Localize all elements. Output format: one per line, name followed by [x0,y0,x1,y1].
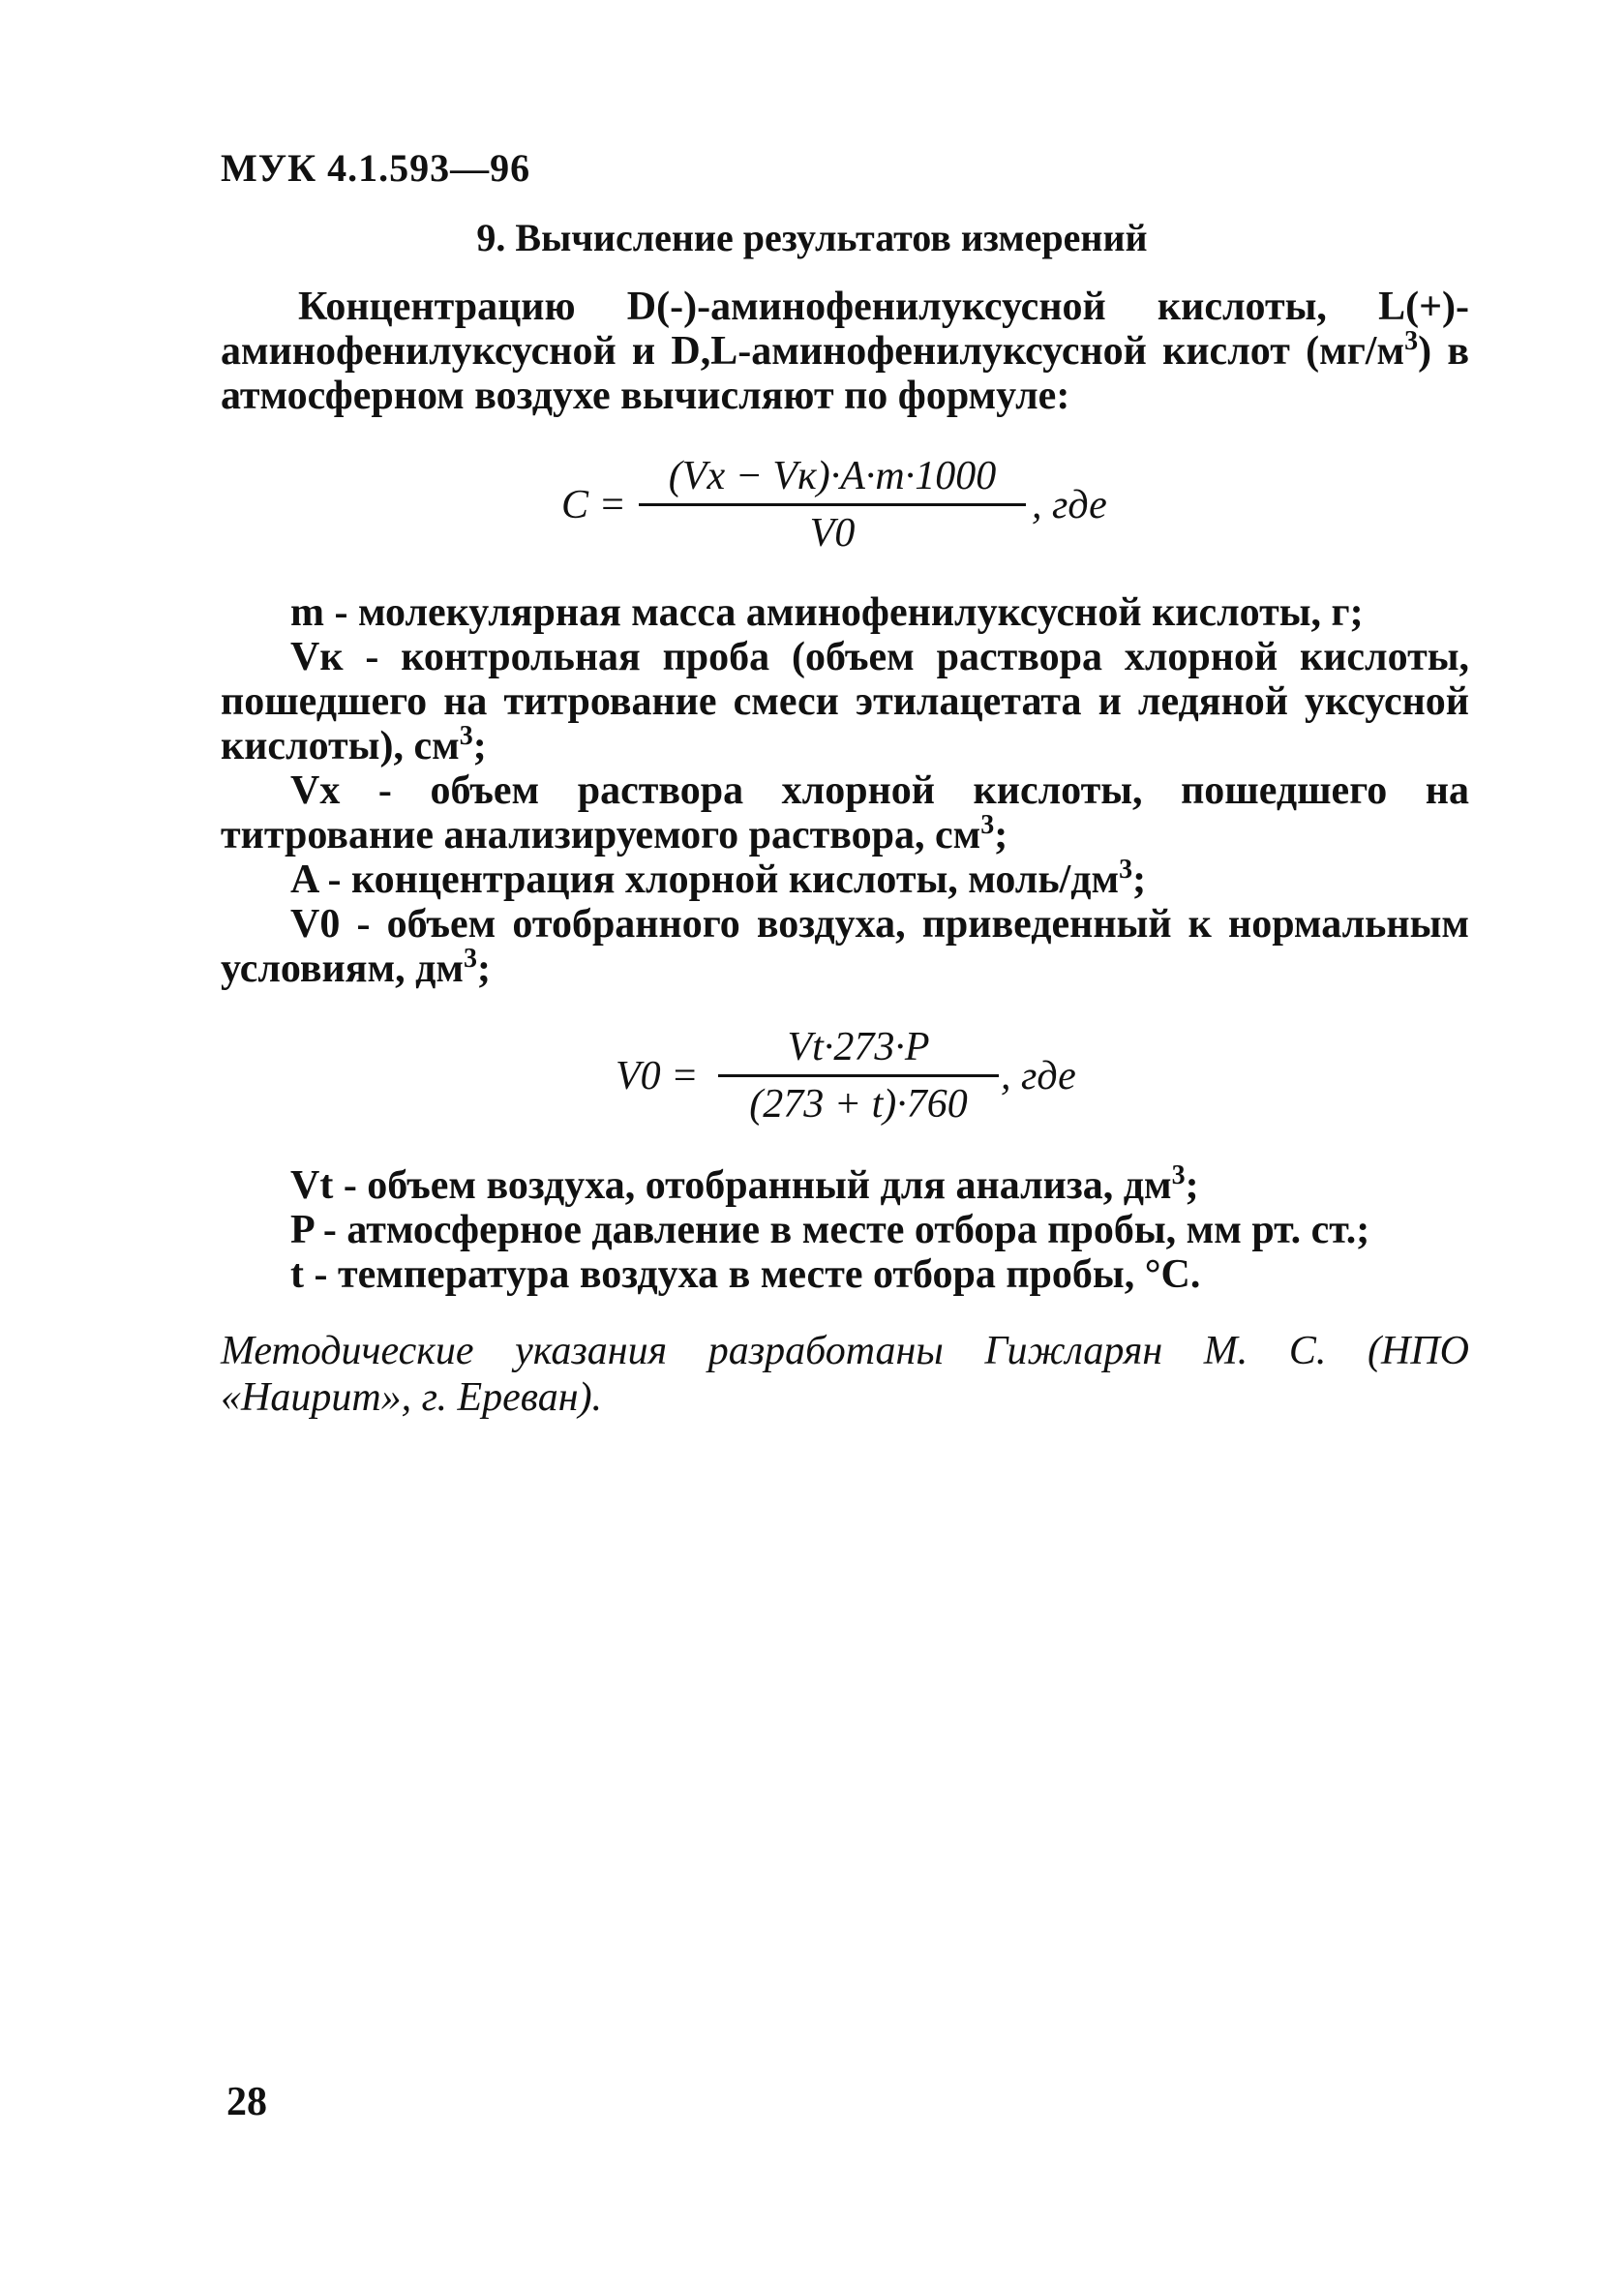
definition-tail: ; [1132,857,1147,902]
document-code: МУК 4.1.593—96 [221,146,531,190]
definition-item [221,1208,1469,1252]
formula1-numerator: (Vx − Vк)·A·m·1000 [668,454,997,498]
definition-text: Vк - контрольная проба (объем раствора хлорной кислоты, пошедшего на титрование смеси этилацетата и ледяной уксусной кислоты), см [221,635,1469,768]
definition-text: t - температура воздуха в месте отбора пробы, °С. [290,1252,1201,1297]
intro-text-start: Концентрацию D(-)-аминофенилуксусной кислоты, L(+)-аминофенилуксусной и D,L-аминофенилуксусной кислот (мг/м [221,285,1469,374]
definition-text: m - молекулярная масса аминофенилуксусной кислоты, г; [290,590,1364,635]
definition-item [221,768,1469,857]
formula2-fraction [718,1024,999,1128]
formula2-denominator: (273 + t)·760 [749,1082,968,1127]
formula2-tail: , где [1001,1054,1076,1098]
intro-text-end: ) в атмосферном воздухе вычисляют по формуле: [221,329,1469,418]
definition-text: A - концентрация хлорной кислоты, моль/дм [290,857,1120,902]
formula2-numerator: Vt·273·P [787,1025,930,1069]
formula2-fraction-bar [718,1074,999,1077]
formula1-tail: , где [1032,483,1107,527]
formula1-denominator: V0 [809,511,856,556]
concentration-formula [0,447,1624,554]
definition-sup: 3 [980,810,995,840]
definition-item [221,635,1469,768]
formula1-lhs: C = [561,483,626,527]
definition-tail: ; [476,947,491,991]
definition-tail: ; [1185,1163,1199,1208]
definition-sup: 3 [459,721,473,751]
definition-item [221,1252,1469,1297]
formula1-fraction [639,453,1026,556]
formula1-fraction-bar [639,503,1026,506]
definition-sup: 3 [463,944,477,974]
definition-text: P - атмосферное давление в месте отбора пробы, мм рт. ст.; [290,1208,1370,1252]
definition-text: V0 - объем отобранного воздуха, приведенный к нормальным условиям, дм [221,902,1469,991]
air-volume-formula [0,1018,1624,1125]
section-title: 9. Вычисление результатов измерений [476,216,1148,259]
definition-item [221,857,1469,902]
formula2-lhs: V0 = [616,1054,699,1098]
definition-sup: 3 [1119,855,1133,885]
intro-paragraph [221,285,1469,418]
page-number: 28 [226,2080,267,2124]
definition-text: Vt - объем воздуха, отобранный для анализа, дм [290,1163,1172,1208]
definitions-list-1 [221,590,1469,991]
intro-sup: 3 [1404,326,1419,356]
definitions-list-2 [221,1160,1469,1297]
definition-tail: ; [472,724,487,768]
definition-text: Vx - объем раствора хлорной кислоты, пошедшего на титрование анализируемого раствора, см [221,768,1469,857]
authors-note: Методические указания разработаны Гижларян М. С. (НПО «Наирит», г. Ереван). [221,1329,1469,1420]
definition-item [221,590,1469,635]
definition-item [221,902,1469,991]
definition-tail: ; [994,813,1008,857]
definition-sup: 3 [1171,1160,1186,1190]
definition-item [221,1160,1469,1208]
